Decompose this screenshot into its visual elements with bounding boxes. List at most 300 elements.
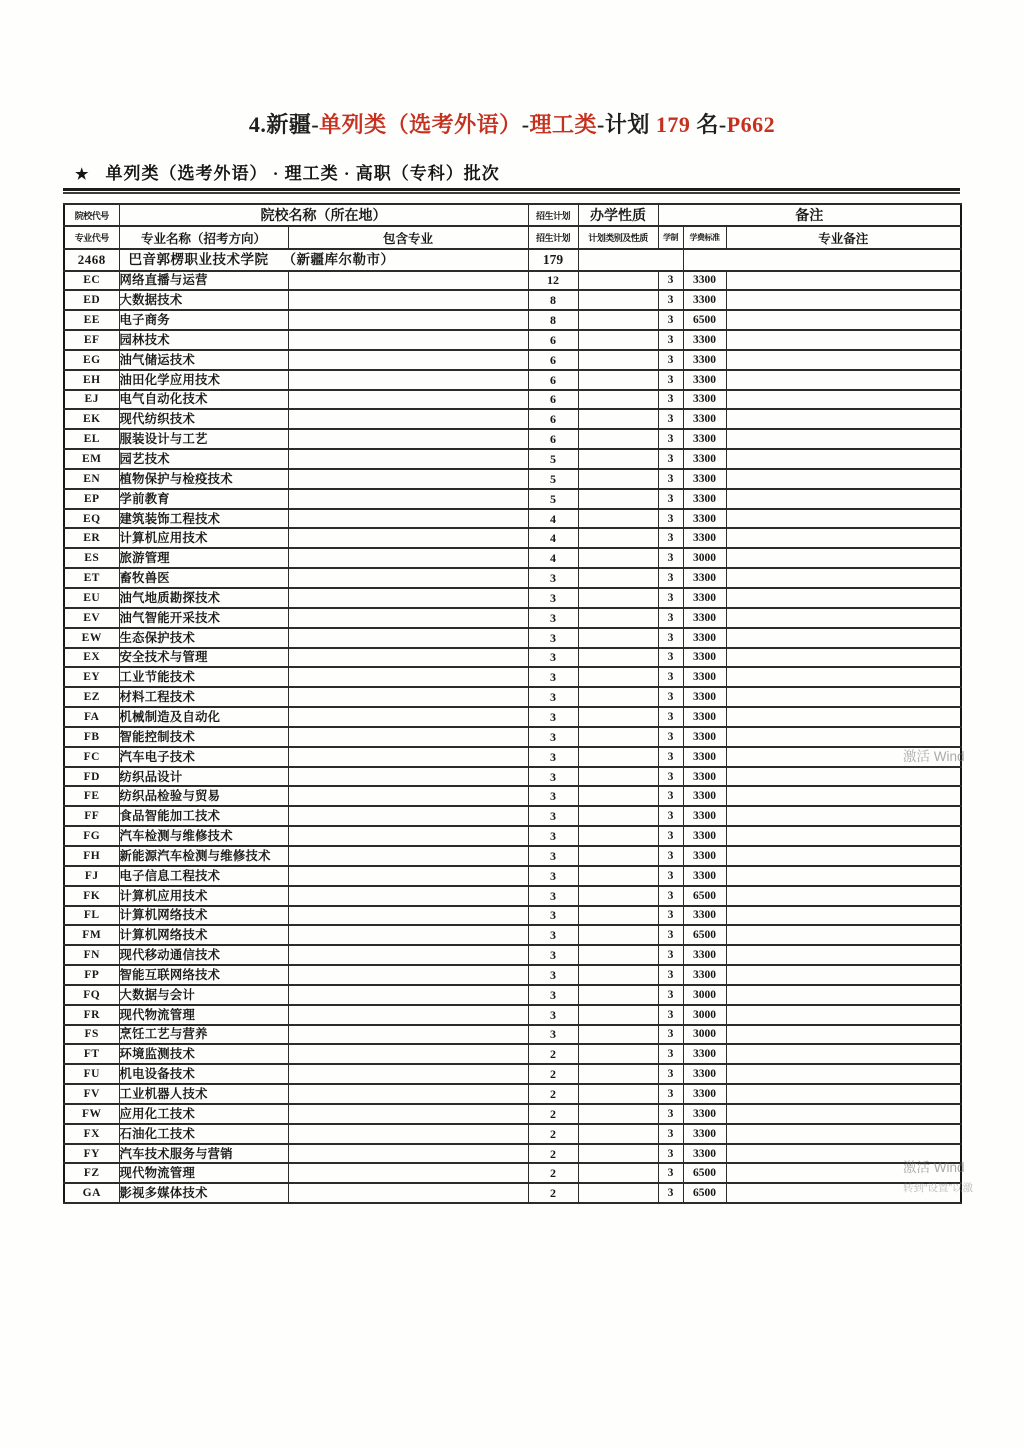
specialty-row xyxy=(64,985,961,1005)
specialty-code: EZ xyxy=(64,687,119,707)
specialty-code: EM xyxy=(64,449,119,469)
plan-type-cell xyxy=(578,588,658,608)
title-segment: 4.新疆- xyxy=(248,112,320,137)
specialty-code: FH xyxy=(64,846,119,866)
tuition-value: 3300 xyxy=(683,727,726,747)
included-cell xyxy=(288,1005,528,1025)
specialty-remarks-cell xyxy=(726,350,961,370)
plan-type-cell xyxy=(578,1104,658,1124)
specialty-plan: 3 xyxy=(528,806,578,826)
specialty-row xyxy=(64,945,961,965)
title-segment: P662 xyxy=(726,112,776,137)
tuition-value: 3300 xyxy=(683,826,726,846)
study-years: 3 xyxy=(658,628,683,648)
specialty-name: 工业节能技术 xyxy=(119,667,288,687)
specialty-plan: 3 xyxy=(528,628,578,648)
specialty-name: 新能源汽车检测与维修技术 xyxy=(119,846,288,866)
watermark-text: 激活 Wind xyxy=(903,749,965,764)
specialty-remarks-cell xyxy=(726,806,961,826)
plan-type-cell xyxy=(578,886,658,906)
specialty-remarks-cell xyxy=(726,965,961,985)
included-cell xyxy=(288,767,528,787)
plan-type-cell xyxy=(578,1005,658,1025)
included-cell xyxy=(288,271,528,291)
specialty-name: 计算机网络技术 xyxy=(119,906,288,926)
tuition-value: 6500 xyxy=(683,886,726,906)
specialty-row xyxy=(64,588,961,608)
specialty-name: 学前教育 xyxy=(119,489,288,509)
study-years: 3 xyxy=(658,985,683,1005)
specialty-plan: 5 xyxy=(528,449,578,469)
specialty-remarks-cell xyxy=(726,608,961,628)
included-cell xyxy=(288,1044,528,1064)
plan-type-cell xyxy=(578,330,658,350)
tuition-value: 3300 xyxy=(683,1124,726,1144)
specialty-code: FN xyxy=(64,945,119,965)
tuition-value: 3300 xyxy=(683,1104,726,1124)
plan-type-cell xyxy=(578,1044,658,1064)
specialty-code: EY xyxy=(64,667,119,687)
specialty-remarks-cell xyxy=(726,390,961,410)
title-segment: 单列类（选考外语） xyxy=(319,112,522,137)
specialty-code: FB xyxy=(64,727,119,747)
plan-type-cell xyxy=(578,548,658,568)
plan-type-cell xyxy=(578,1183,658,1203)
specialty-remarks-cell xyxy=(726,906,961,926)
col-enrollment-plan: 招生计划 xyxy=(528,204,578,226)
specialty-code: EJ xyxy=(64,390,119,410)
tuition-value: 3300 xyxy=(683,707,726,727)
specialty-row xyxy=(64,767,961,787)
tuition-value: 3300 xyxy=(683,449,726,469)
tuition-value: 3300 xyxy=(683,469,726,489)
specialty-remarks-cell xyxy=(726,469,961,489)
title-segment: -计划 xyxy=(597,112,656,137)
plan-type-cell xyxy=(578,290,658,310)
watermark-text: 激活 Wind xyxy=(903,1160,965,1175)
specialty-plan: 8 xyxy=(528,310,578,330)
title-segment: 名- xyxy=(690,112,727,137)
specialty-name: 汽车检测与维修技术 xyxy=(119,826,288,846)
specialty-name: 油气储运技术 xyxy=(119,350,288,370)
specialty-code: FX xyxy=(64,1124,119,1144)
specialty-remarks-cell xyxy=(726,271,961,291)
specialty-name: 工业机器人技术 xyxy=(119,1084,288,1104)
plan-type-cell xyxy=(578,906,658,926)
specialty-code: FA xyxy=(64,707,119,727)
specialty-code: ED xyxy=(64,290,119,310)
institution-code: 2468 xyxy=(64,249,119,271)
specialty-remarks-cell xyxy=(726,925,961,945)
tuition-value: 3300 xyxy=(683,965,726,985)
specialty-name: 植物保护与检疫技术 xyxy=(119,469,288,489)
included-cell xyxy=(288,310,528,330)
specialty-plan: 5 xyxy=(528,489,578,509)
tuition-value: 3300 xyxy=(683,767,726,787)
specialty-code: FD xyxy=(64,767,119,787)
included-cell xyxy=(288,846,528,866)
specialty-plan: 3 xyxy=(528,1025,578,1045)
specialty-remarks-cell xyxy=(726,727,961,747)
specialty-name: 汽车电子技术 xyxy=(119,747,288,767)
specialty-plan: 4 xyxy=(528,509,578,529)
specialty-remarks-cell xyxy=(726,945,961,965)
specialty-plan: 3 xyxy=(528,786,578,806)
specialty-code: EV xyxy=(64,608,119,628)
windows-activation-watermark xyxy=(903,1157,973,1199)
tuition-value: 3300 xyxy=(683,846,726,866)
specialty-remarks-cell xyxy=(726,1005,961,1025)
specialty-name: 服装设计与工艺 xyxy=(119,429,288,449)
specialty-name: 计算机网络技术 xyxy=(119,925,288,945)
specialty-code: FL xyxy=(64,906,119,926)
specialty-code: GA xyxy=(64,1183,119,1203)
plan-type-cell xyxy=(578,271,658,291)
plan-type-cell xyxy=(578,687,658,707)
specialty-name: 烹饪工艺与营养 xyxy=(119,1025,288,1045)
specialty-plan: 4 xyxy=(528,528,578,548)
specialty-remarks-cell xyxy=(726,310,961,330)
specialty-plan: 3 xyxy=(528,707,578,727)
tuition-value: 3300 xyxy=(683,866,726,886)
study-years: 3 xyxy=(658,568,683,588)
specialty-plan: 3 xyxy=(528,767,578,787)
specialty-code: EF xyxy=(64,330,119,350)
specialty-row xyxy=(64,409,961,429)
specialty-name: 机电设备技术 xyxy=(119,1064,288,1084)
specialty-row xyxy=(64,370,961,390)
specialty-remarks-cell xyxy=(726,528,961,548)
study-years: 3 xyxy=(658,548,683,568)
tuition-value: 3000 xyxy=(683,985,726,1005)
specialty-name: 纺织品检验与贸易 xyxy=(119,786,288,806)
specialty-plan: 3 xyxy=(528,906,578,926)
included-cell xyxy=(288,806,528,826)
tuition-value: 3300 xyxy=(683,786,726,806)
plan-type-cell xyxy=(578,826,658,846)
specialty-row xyxy=(64,310,961,330)
included-cell xyxy=(288,409,528,429)
tuition-value: 3300 xyxy=(683,608,726,628)
tuition-value: 3000 xyxy=(683,1005,726,1025)
institution-remarks-cell xyxy=(683,249,961,271)
specialty-code: EN xyxy=(64,469,119,489)
included-cell xyxy=(288,866,528,886)
included-cell xyxy=(288,925,528,945)
included-cell xyxy=(288,786,528,806)
specialty-code: FR xyxy=(64,1005,119,1025)
specialty-plan: 5 xyxy=(528,469,578,489)
specialty-code: FF xyxy=(64,806,119,826)
study-years: 3 xyxy=(658,945,683,965)
specialty-plan: 6 xyxy=(528,390,578,410)
specialty-remarks-cell xyxy=(726,1084,961,1104)
specialty-remarks-cell xyxy=(726,985,961,1005)
included-cell xyxy=(288,469,528,489)
specialty-code: EQ xyxy=(64,509,119,529)
specialty-plan: 3 xyxy=(528,608,578,628)
study-years: 3 xyxy=(658,409,683,429)
specialty-plan: 3 xyxy=(528,667,578,687)
specialty-plan: 3 xyxy=(528,866,578,886)
specialty-name: 旅游管理 xyxy=(119,548,288,568)
col-specialty-remarks: 专业备注 xyxy=(726,226,961,249)
study-years: 3 xyxy=(658,1124,683,1144)
specialty-plan: 3 xyxy=(528,727,578,747)
specialty-plan: 2 xyxy=(528,1144,578,1164)
included-cell xyxy=(288,727,528,747)
specialty-remarks-cell xyxy=(726,370,961,390)
specialty-plan: 3 xyxy=(528,886,578,906)
tuition-value: 3300 xyxy=(683,509,726,529)
included-cell xyxy=(288,687,528,707)
specialty-row xyxy=(64,1144,961,1164)
included-cell xyxy=(288,826,528,846)
col-school-nature: 办学性质 xyxy=(578,204,658,226)
title-segment: - xyxy=(521,112,530,137)
col-study-years: 学制 xyxy=(658,226,683,249)
tuition-value: 6500 xyxy=(683,310,726,330)
plan-type-cell xyxy=(578,667,658,687)
included-cell xyxy=(288,548,528,568)
specialty-remarks-cell xyxy=(726,1064,961,1084)
tuition-value: 3300 xyxy=(683,350,726,370)
specialty-code: FV xyxy=(64,1084,119,1104)
tuition-value: 3300 xyxy=(683,1144,726,1164)
plan-type-cell xyxy=(578,846,658,866)
tuition-value: 3000 xyxy=(683,1025,726,1045)
included-cell xyxy=(288,648,528,668)
specialty-plan: 3 xyxy=(528,1005,578,1025)
specialty-name: 智能互联网络技术 xyxy=(119,965,288,985)
tuition-value: 3300 xyxy=(683,667,726,687)
specialty-code: EU xyxy=(64,588,119,608)
included-cell xyxy=(288,489,528,509)
included-cell xyxy=(288,1064,528,1084)
specialty-row xyxy=(64,449,961,469)
tuition-value: 3300 xyxy=(683,409,726,429)
specialty-remarks-cell xyxy=(726,489,961,509)
specialty-remarks-cell xyxy=(726,1025,961,1045)
study-years: 3 xyxy=(658,1005,683,1025)
specialty-code: EG xyxy=(64,350,119,370)
included-cell xyxy=(288,1025,528,1045)
specialty-row xyxy=(64,806,961,826)
specialty-plan: 6 xyxy=(528,370,578,390)
study-years: 3 xyxy=(658,727,683,747)
batch-header-text: 单列类（选考外语） · 理工类 · 高职（专科）批次 xyxy=(105,164,500,183)
included-cell xyxy=(288,985,528,1005)
specialty-row xyxy=(64,826,961,846)
specialty-row xyxy=(64,330,961,350)
specialty-code: FT xyxy=(64,1044,119,1064)
specialty-code: FQ xyxy=(64,985,119,1005)
specialty-row xyxy=(64,528,961,548)
specialty-row xyxy=(64,429,961,449)
specialty-row xyxy=(64,648,961,668)
plan-type-cell xyxy=(578,866,658,886)
plan-type-cell xyxy=(578,390,658,410)
tuition-value: 3300 xyxy=(683,1044,726,1064)
specialty-remarks-cell xyxy=(726,548,961,568)
specialty-code: EC xyxy=(64,271,119,291)
specialty-row xyxy=(64,628,961,648)
study-years: 3 xyxy=(658,528,683,548)
study-years: 3 xyxy=(658,429,683,449)
star-icon: ★ xyxy=(75,167,90,183)
specialty-row xyxy=(64,1104,961,1124)
specialty-row xyxy=(64,548,961,568)
tuition-value: 3300 xyxy=(683,945,726,965)
tuition-value: 3300 xyxy=(683,806,726,826)
institution-plan-type-cell xyxy=(578,249,683,271)
plan-type-cell xyxy=(578,727,658,747)
specialty-plan: 2 xyxy=(528,1104,578,1124)
plan-type-cell xyxy=(578,429,658,449)
specialty-remarks-cell xyxy=(726,509,961,529)
specialty-plan: 3 xyxy=(528,925,578,945)
tuition-value: 3300 xyxy=(683,648,726,668)
study-years: 3 xyxy=(658,1084,683,1104)
specialty-plan: 3 xyxy=(528,568,578,588)
institution-location: （新疆库尔勒市） xyxy=(282,251,395,267)
specialty-row xyxy=(64,350,961,370)
specialty-name: 园林技术 xyxy=(119,330,288,350)
batch-header xyxy=(63,159,960,184)
tuition-value: 3300 xyxy=(683,528,726,548)
specialty-code: EE xyxy=(64,310,119,330)
specialty-plan: 2 xyxy=(528,1084,578,1104)
specialty-row xyxy=(64,727,961,747)
study-years: 3 xyxy=(658,390,683,410)
tuition-value: 3300 xyxy=(683,906,726,926)
specialty-name: 计算机应用技术 xyxy=(119,528,288,548)
specialty-remarks-cell xyxy=(726,707,961,727)
tuition-value: 3000 xyxy=(683,548,726,568)
specialty-plan: 2 xyxy=(528,1044,578,1064)
included-cell xyxy=(288,588,528,608)
specialty-row xyxy=(64,965,961,985)
included-cell xyxy=(288,330,528,350)
study-years: 3 xyxy=(658,588,683,608)
study-years: 3 xyxy=(658,449,683,469)
specialty-remarks-cell xyxy=(726,429,961,449)
specialty-plan: 8 xyxy=(528,290,578,310)
included-cell xyxy=(288,608,528,628)
specialty-remarks-cell xyxy=(726,767,961,787)
specialty-name: 现代物流管理 xyxy=(119,1163,288,1183)
included-cell xyxy=(288,747,528,767)
specialty-name: 石油化工技术 xyxy=(119,1124,288,1144)
study-years: 3 xyxy=(658,1064,683,1084)
specialty-plan: 2 xyxy=(528,1124,578,1144)
col-institution-code: 院校代号 xyxy=(64,204,119,226)
specialty-name: 油气智能开采技术 xyxy=(119,608,288,628)
specialty-row xyxy=(64,489,961,509)
specialty-name: 电子商务 xyxy=(119,310,288,330)
included-cell xyxy=(288,707,528,727)
specialty-code: EP xyxy=(64,489,119,509)
specialty-row xyxy=(64,667,961,687)
specialty-name: 园艺技术 xyxy=(119,449,288,469)
specialty-name: 安全技术与管理 xyxy=(119,648,288,668)
plan-type-cell xyxy=(578,1124,658,1144)
specialty-row xyxy=(64,469,961,489)
title-segment: 理工类 xyxy=(529,112,598,137)
study-years: 3 xyxy=(658,806,683,826)
tuition-value: 3300 xyxy=(683,489,726,509)
plan-type-cell xyxy=(578,409,658,429)
plan-type-cell xyxy=(578,707,658,727)
specialty-code: FS xyxy=(64,1025,119,1045)
study-years: 3 xyxy=(658,1163,683,1183)
specialty-row xyxy=(64,1044,961,1064)
institution-row xyxy=(64,249,961,271)
included-cell xyxy=(288,370,528,390)
study-years: 3 xyxy=(658,965,683,985)
specialty-row xyxy=(64,271,961,291)
specialty-remarks-cell xyxy=(726,687,961,707)
study-years: 3 xyxy=(658,707,683,727)
study-years: 3 xyxy=(658,1025,683,1045)
specialty-remarks-cell xyxy=(726,846,961,866)
specialty-code: FM xyxy=(64,925,119,945)
specialty-plan: 6 xyxy=(528,409,578,429)
specialty-name: 计算机应用技术 xyxy=(119,886,288,906)
col-plan-type: 计划类别及性质 xyxy=(578,226,658,249)
specialty-code: FP xyxy=(64,965,119,985)
specialty-name: 建筑装饰工程技术 xyxy=(119,509,288,529)
col-remarks: 备注 xyxy=(658,204,961,226)
specialty-plan: 3 xyxy=(528,588,578,608)
plan-type-cell xyxy=(578,449,658,469)
specialty-code: FE xyxy=(64,786,119,806)
specialty-code: ET xyxy=(64,568,119,588)
specialty-code: ER xyxy=(64,528,119,548)
tuition-value: 3300 xyxy=(683,568,726,588)
tuition-value: 3300 xyxy=(683,1064,726,1084)
included-cell xyxy=(288,509,528,529)
included-cell xyxy=(288,906,528,926)
included-cell xyxy=(288,429,528,449)
specialty-name: 现代移动通信技术 xyxy=(119,945,288,965)
specialty-name: 现代物流管理 xyxy=(119,1005,288,1025)
plan-type-cell xyxy=(578,370,658,390)
study-years: 3 xyxy=(658,747,683,767)
plan-type-cell xyxy=(578,1144,658,1164)
plan-type-cell xyxy=(578,350,658,370)
plan-type-cell xyxy=(578,985,658,1005)
study-years: 3 xyxy=(658,767,683,787)
specialty-row xyxy=(64,1124,961,1144)
specialty-code: EX xyxy=(64,648,119,668)
specialty-name: 机械制造及自动化 xyxy=(119,707,288,727)
specialty-plan: 3 xyxy=(528,846,578,866)
institution-plan-total: 179 xyxy=(528,249,578,271)
specialty-plan: 2 xyxy=(528,1183,578,1203)
tuition-value: 3300 xyxy=(683,429,726,449)
specialty-code: FJ xyxy=(64,866,119,886)
plan-type-cell xyxy=(578,767,658,787)
specialty-plan: 3 xyxy=(528,965,578,985)
specialty-plan: 6 xyxy=(528,350,578,370)
tuition-value: 6500 xyxy=(683,1163,726,1183)
study-years: 3 xyxy=(658,290,683,310)
study-years: 3 xyxy=(658,1183,683,1203)
specialty-plan: 3 xyxy=(528,945,578,965)
tuition-value: 6500 xyxy=(683,925,726,945)
specialty-remarks-cell xyxy=(726,866,961,886)
